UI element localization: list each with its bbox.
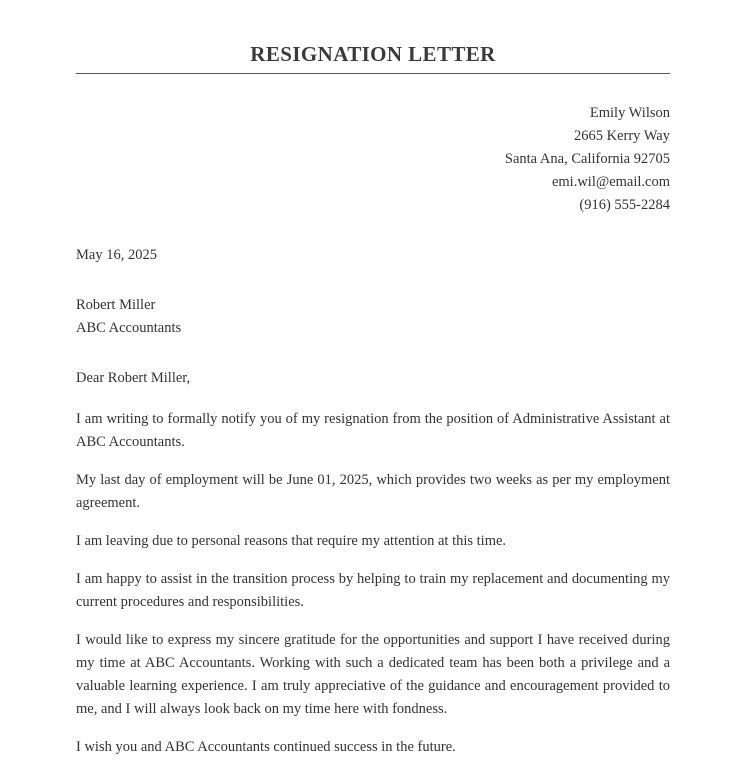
recipient-block bbox=[76, 294, 670, 340]
sender-name: Emily Wilson bbox=[589, 105, 670, 121]
body-paragraph: My last day of employment will be June 01, 2025, which provides two weeks as per my employment agreement. bbox=[76, 472, 670, 511]
sender-phone: (916) 555-2284 bbox=[579, 197, 670, 213]
body-paragraph: I wish you and ABC Accountants continued success in the future. bbox=[76, 739, 456, 755]
body-paragraph: I am writing to formally notify you of my resignation from the position of Administrative Assistant at ABC Accountants. bbox=[76, 411, 670, 450]
sender-city-line: Santa Ana, California 92705 bbox=[504, 151, 670, 167]
salutation: Dear Robert Miller, bbox=[76, 370, 191, 386]
sender-email: emi.wil@email.com bbox=[551, 174, 670, 190]
body-paragraph: I would like to express my sincere gratitude for the opportunities and support I have received during my time at ABC Accountants. Working with such a dedicated team has been both a privilege and a valuable learning experience. I am truly appreciative of the guidance and encouragement provided to me, and I will always look back on my time here with fondness. bbox=[76, 632, 670, 717]
letter-date: May 16, 2025 bbox=[76, 247, 157, 263]
title-divider bbox=[76, 73, 670, 74]
letter-title: RESIGNATION LETTER bbox=[250, 42, 496, 66]
recipient-name: Robert Miller bbox=[76, 297, 156, 313]
recipient-company: ABC Accountants bbox=[76, 320, 182, 336]
sender-address-block bbox=[505, 102, 670, 217]
body-paragraph: I am leaving due to personal reasons that require my attention at this time. bbox=[76, 533, 507, 549]
sender-street: 2665 Kerry Way bbox=[573, 128, 670, 144]
body-paragraph: I am happy to assist in the transition process by helping to train my replacement and documenting my current procedures and responsibilities. bbox=[76, 571, 670, 610]
